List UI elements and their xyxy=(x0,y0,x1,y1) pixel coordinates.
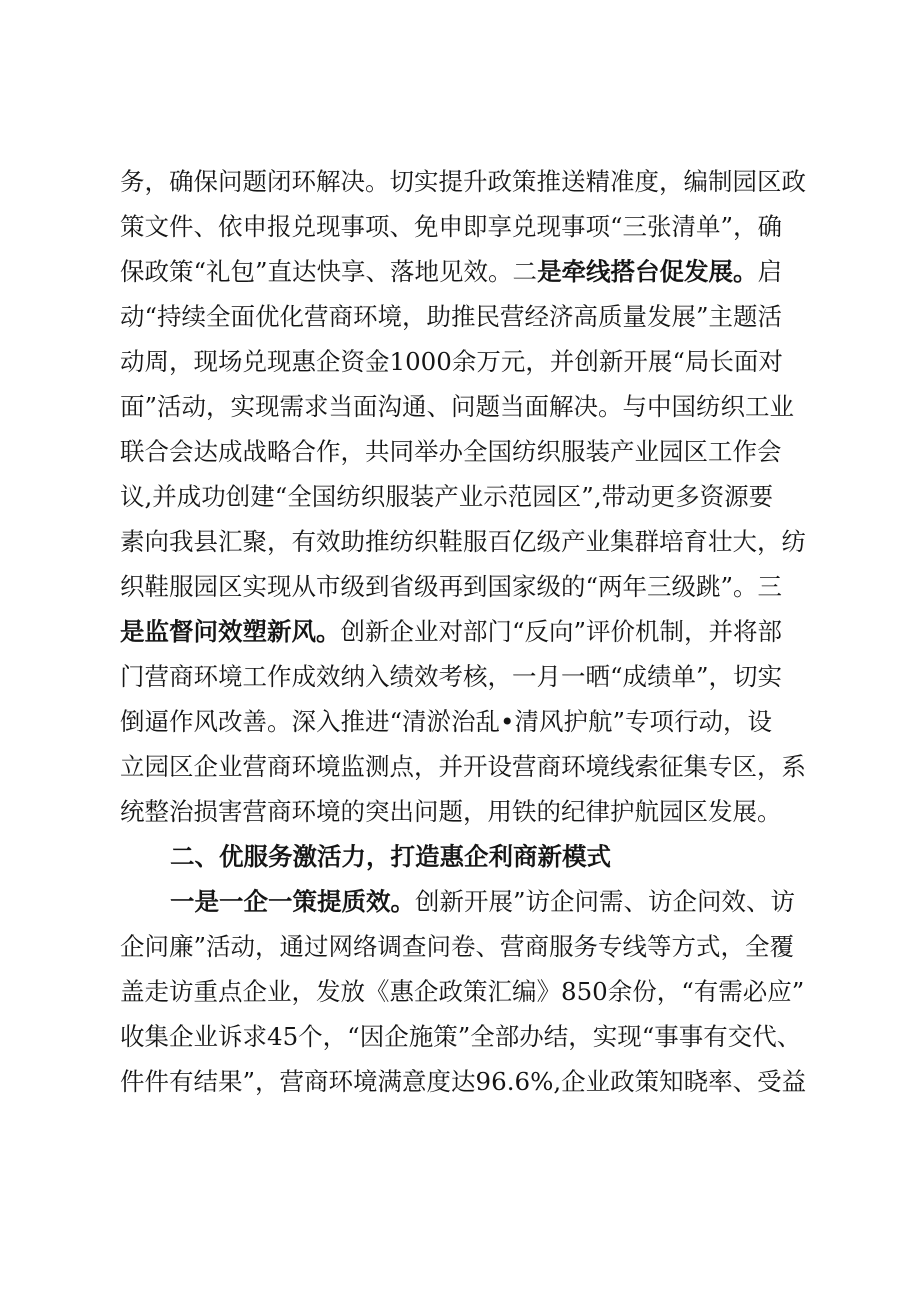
text-line xyxy=(120,342,820,382)
text-segment: 件件有结果”，营商环境满意度达96.6%,企业政策知晓率、受益 xyxy=(120,1067,807,1096)
section-heading-text: 二、优服务激活力，打造惠企利商新模式 xyxy=(170,842,611,871)
text-segment: 保政策“礼包”直达快享、落地见效。二 xyxy=(120,257,538,286)
text-segment: 创新开展”访企问需、访企问效、访 xyxy=(415,887,796,916)
text-segment: 动周，现场兑现惠企资金1000余万元，并创新开展“局长面对 xyxy=(120,347,783,376)
text-segment: 创新企业对部门“反向”评价机制，并将部 xyxy=(340,617,783,646)
text-line xyxy=(120,297,820,337)
text-line xyxy=(120,792,820,832)
text-segment: 盖走访重点企业，发放《惠企政策汇编》850余份，“有需必应” xyxy=(120,977,805,1006)
bold-heading-segment: 一是一企一策提质效。 xyxy=(170,887,415,916)
text-segment: 立园区企业营商环境监测点，并开设营商环境线索征集专区，系 xyxy=(120,752,806,781)
text-segment: 联合会达成战略合作，共同举办全国纺织服装产业园区工作会 xyxy=(120,437,782,466)
text-segment: 策文件、依申报兑现事项、免申即享兑现事项“三张清单”，确 xyxy=(120,212,783,241)
text-segment: 素向我县汇聚，有效助推纺织鞋服百亿级产业集群培育壮大，纺 xyxy=(120,527,806,556)
bold-heading-segment: 是牵线搭台促发展。 xyxy=(537,257,758,286)
text-line xyxy=(120,1017,820,1057)
text-line xyxy=(120,1062,820,1102)
text-segment: 务，确保问题闭环解决。切实提升政策推送精准度，编制园区政 xyxy=(120,167,806,196)
text-segment: 企问廉”活动，通过网络调查问卷、营商服务专线等方式，全覆 xyxy=(120,932,795,961)
text-segment: 动“持续全面优化营商环境，助推民营经济高质量发展”主题活 xyxy=(120,302,783,331)
text-line xyxy=(120,612,820,652)
section-heading xyxy=(170,837,820,877)
bold-heading-segment: 是监督问效塑新风。 xyxy=(120,617,341,646)
text-line xyxy=(120,162,820,202)
text-segment: 倒逼作风改善。深入推进“清淤治乱•清风护航”专项行动，设 xyxy=(120,707,772,736)
text-segment: 门营商环境工作成效纳入绩效考核，一月一晒“成绩单”，切实 xyxy=(120,662,783,691)
text-line xyxy=(120,207,820,247)
text-line xyxy=(120,657,820,697)
text-segment: 织鞋服园区实现从市级到省级再到国家级的“两年三级跳”。三 xyxy=(120,572,783,601)
text-line xyxy=(170,882,820,922)
text-line xyxy=(120,972,820,1012)
text-line xyxy=(120,567,820,607)
text-line xyxy=(120,747,820,787)
text-line xyxy=(120,522,820,562)
text-line xyxy=(120,702,820,742)
text-line xyxy=(120,432,820,472)
text-line xyxy=(120,387,820,427)
text-line xyxy=(120,927,820,967)
text-segment: 统整治损害营商环境的突出问题，用铁的纪律护航园区发展。 xyxy=(120,797,782,826)
text-segment: 议,并成功创建“全国纺织服装产业示范园区”,带动更多资源要 xyxy=(120,482,774,511)
text-line xyxy=(120,477,820,517)
text-segment: 面”活动，实现需求当面沟通、问题当面解决。与中国纺织工业 xyxy=(120,392,795,421)
text-segment: 启 xyxy=(757,257,783,286)
text-line xyxy=(120,252,820,292)
text-segment: 收集企业诉求45个，“因企施策”全部办结，实现“事事有交代、 xyxy=(120,1022,802,1051)
